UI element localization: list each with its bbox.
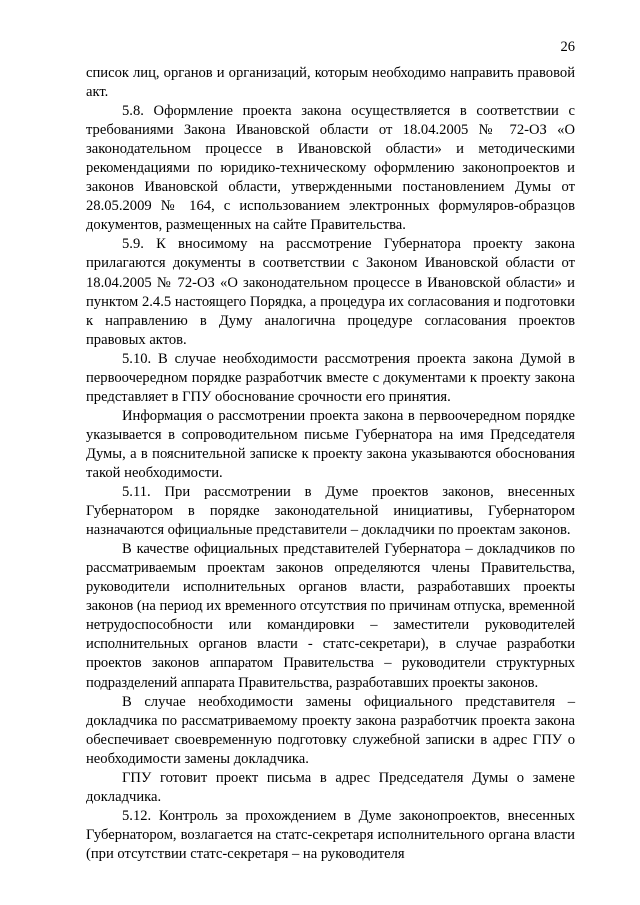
paragraph-representatives: В качестве официальных представителей Губернатора – докладчиков по рассматриваемым проектам законов определяются члены Правительства, руководители исполнительных органов власти, разработавших проекты законов (на период их временного отсутствия по причинам отпуска, временной нетрудоспособности или командировки – заместители руководителей исполнительных органов власти - статс-секретари), в случае разработки проектов законов аппаратом Правительства – руководители структурных подразделений аппарата Правительства, разработавших проекты законов. xyxy=(86,541,575,691)
paragraph-5-9: 5.9. К вносимому на рассмотрение Губернатора проекту закона прилагаются документы в соответствии с Законом Ивановской области от 18.04.2005 № 72-ОЗ «О законодательном процессе в Ивановской области» и пунктом 2.4.5 настоящего Порядка, а процедура их согласования и подготовки к направлению в Думу аналогична процедуре согласования проектов правовых актов. xyxy=(86,236,575,348)
document-body xyxy=(86,64,575,864)
paragraph-gpu-letter: ГПУ готовит проект письма в адрес Председателя Думы о замене докладчика. xyxy=(86,769,575,805)
paragraph-replacement: В случае необходимости замены официального представителя – докладчика по рассматриваемому проекту закона разработчик проекта закона обеспечивает своевременную подготовку служебной записки в адрес ГПУ о необходимости замены докладчика. xyxy=(86,693,575,767)
page-number: 26 xyxy=(560,39,575,55)
paragraph-5-12: 5.12. Контроль за прохождением в Думе законопроектов, внесенных Губернатором, возлагается на статс-секретаря исполнительного органа власти (при отсутствии статс-секретаря – на руководителя xyxy=(86,807,575,862)
paragraph-5-11: 5.11. При рассмотрении в Думе проектов законов, внесенных Губернатором в порядке законодательной инициативы, Губернатором назначаются официальные представители – докладчики по проектам законов. xyxy=(86,484,575,539)
paragraph-continuation: список лиц, органов и организаций, которым необходимо направить правовой акт. xyxy=(86,65,575,101)
paragraph-priority-info: Информация о рассмотрении проекта закона в первоочередном порядке указывается в сопроводительном письме Губернатора на имя Председателя Думы, а в пояснительной записке к проекту закона указываются обоснования такой необходимости. xyxy=(86,407,575,481)
paragraph-5-10: 5.10. В случае необходимости рассмотрения проекта закона Думой в первоочередном порядке разработчик вместе с документами к проекту закона представляет в ГПУ обоснование срочности его принятия. xyxy=(86,350,575,405)
paragraph-5-8: 5.8. Оформление проекта закона осуществляется в соответствии с требованиями Закона Ивановской области от 18.04.2005 № 72-ОЗ «О законодательном процессе в Ивановской области» и методическими рекомендациями по юридико-техническому оформлению законопроектов и законов Ивановской области, утвержденными постановлением Думы от 28.05.2009 № 164, с использованием электронных формуляров-образцов документов, размещенных на сайте Правительства. xyxy=(86,103,575,234)
